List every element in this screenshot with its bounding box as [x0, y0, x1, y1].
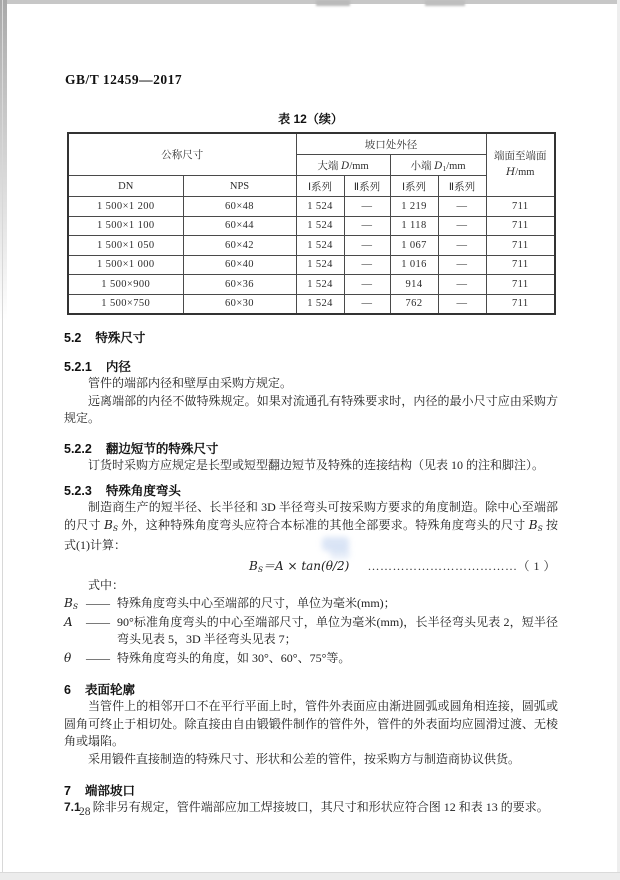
face-to-face-label: 端面至端面	[494, 151, 547, 163]
definition-dash: ——	[86, 614, 110, 629]
scan-edge-patch	[425, 0, 465, 6]
cell-d1-s2: —	[438, 216, 486, 236]
cell-d1-s2: —	[438, 236, 486, 256]
cell-d1-s1: 1 118	[390, 216, 438, 236]
section-number: 7	[64, 784, 71, 798]
section-title: 内径	[105, 360, 131, 374]
definition-text: 90°标准角度弯头的中心至端部尺寸，单位为毫米(mm)，长半径弯头见表 2，短半径弯头见表 5，3D 半径弯头见表 7；	[117, 614, 558, 646]
paragraph-text: 按式(1)计算：	[64, 517, 559, 552]
equation-1	[64, 558, 558, 577]
equation-no: （ 1 ）	[517, 558, 556, 573]
definition-symbol: $B_S$	[64, 596, 78, 611]
cell-d1-s1: 1 067	[390, 236, 438, 256]
cell-d-s1: 1 524	[296, 216, 344, 236]
cell-d-s1: 1 524	[296, 255, 344, 275]
cell-d1-s2: —	[438, 197, 486, 217]
cell-d-s1: 1 524	[296, 294, 344, 314]
variable-bs-sub: S	[112, 523, 118, 533]
paragraph: 管件的端部内径和壁厚由采购方规定。	[88, 376, 293, 390]
paragraph-text: 制造商生产的短半径、长半径和 3D 半径弯头可按采购方要求的角度制造。除中心至端部的尺寸	[64, 500, 558, 532]
face-unit: /mm	[515, 167, 535, 178]
cell-d-s2: —	[344, 255, 390, 275]
col-nps: NPS	[183, 176, 296, 197]
section-number: 6	[64, 683, 71, 697]
section-title: 表面轮廓	[84, 683, 135, 697]
cell-d-s2: —	[344, 275, 390, 295]
where-label: 式中：	[88, 577, 125, 592]
cell-d-s2: —	[344, 216, 390, 236]
small-end-var: D	[434, 159, 443, 172]
cell-d-s2: —	[344, 294, 390, 314]
cell-nps: 60×40	[183, 255, 296, 275]
cell-h: 711	[486, 255, 555, 275]
table-row	[68, 275, 555, 295]
cell-d-s2: —	[344, 236, 390, 256]
cell-dn: 1 500×1 000	[68, 255, 183, 275]
scan-edge-top	[0, 0, 620, 4]
cell-dn: 1 500×1 200	[68, 197, 183, 217]
definition-symbol: A	[64, 614, 73, 629]
definition-item	[64, 595, 558, 613]
big-end-unit: /mm	[349, 160, 369, 172]
big-end-var: D	[340, 159, 350, 172]
cell-nps: 60×44	[183, 216, 296, 236]
variable-bs: B	[104, 517, 113, 532]
equation-number	[367, 558, 556, 576]
clause-text: 除非另有规定，管件端部应加工焊接坡口，其尺寸和形状应符合图 12 和表 13 的要求。	[92, 800, 549, 814]
section-heading-5-2-1	[64, 359, 558, 375]
big-end-label: 大端	[317, 160, 341, 172]
face-var: H	[506, 166, 516, 178]
cell-h: 711	[486, 216, 555, 236]
col-big-end	[296, 155, 390, 176]
variable-bs: B	[528, 517, 538, 532]
cell-nps: 60×36	[183, 275, 296, 295]
col-dn: DN	[68, 176, 183, 197]
col-nominal-size: 公称尺寸	[68, 133, 296, 176]
cell-dn: 1 500×900	[68, 275, 183, 295]
cell-h: 711	[486, 236, 555, 256]
cell-d-s1: 1 524	[296, 236, 344, 256]
cell-d1-s2: —	[438, 275, 486, 295]
section-title: 端部坡口	[84, 784, 135, 798]
dimension-table	[67, 132, 556, 315]
cell-h: 711	[486, 294, 555, 314]
section-number: 5.2.1	[64, 360, 92, 374]
cell-dn: 1 500×1 100	[68, 216, 183, 236]
section-heading-5-2	[64, 330, 558, 346]
definition-dash: ——	[86, 650, 110, 665]
col-series2-big: Ⅱ系列	[344, 176, 390, 197]
cell-h: 711	[486, 197, 555, 217]
cell-d1-s1: 762	[390, 294, 438, 314]
table-row	[68, 255, 555, 275]
section-title: 翻边短节的特殊尺寸	[105, 441, 219, 456]
section-heading-6	[64, 682, 558, 698]
section-heading-5-2-2	[64, 441, 558, 457]
definition-text: 特殊角度弯头中心至端部的尺寸，单位为毫米(mm)；	[117, 596, 396, 610]
table-row	[68, 216, 555, 236]
table-row	[68, 294, 555, 314]
small-end-label: 小端	[410, 160, 435, 172]
section-number: 5.2	[64, 331, 82, 345]
definition-text: 特殊角度弯头的角度，如 30°、60°、75°等。	[117, 650, 351, 665]
col-face-to-face	[486, 133, 555, 197]
definition-symbol: θ	[64, 650, 72, 665]
page-number: 28	[79, 806, 91, 818]
col-series1-big: Ⅰ系列	[296, 176, 344, 197]
table-row	[68, 236, 555, 256]
cell-d-s1: 1 524	[296, 197, 344, 217]
clause-number: 7.1	[64, 800, 81, 814]
section-number: 5.2.3	[64, 484, 92, 498]
section-title: 特殊角度弯头	[105, 484, 181, 498]
section-heading-7	[64, 783, 558, 799]
equation-rhs: ＝A × tan(θ/2)	[262, 558, 350, 573]
equation-lhs-sub: S	[257, 564, 263, 574]
cell-d1-s1: 914	[390, 275, 438, 295]
cell-d1-s1: 1 219	[390, 197, 438, 217]
paragraph: 采用锻件直接制造的特殊尺寸、形状和公差的管件，按采购方与制造商协议供货。	[88, 751, 521, 766]
document-body	[64, 330, 558, 817]
section-heading-5-2-3	[64, 483, 558, 499]
cell-dn: 1 500×750	[68, 294, 183, 314]
scan-edge-bottom	[0, 872, 620, 880]
table-header-row-3	[68, 176, 555, 197]
col-small-end	[390, 155, 486, 176]
equation-dots: ………………………………	[367, 558, 518, 573]
doc-code: GB/T 12459—2017	[65, 72, 183, 87]
paragraph: 当管件上的相邻开口不在平行平面上时，管件外表面应由渐进圆弧或圆角相连接，圆弧或圆角可终止于相切处。除直接由自由锻锻件制作的管件外，管件的外表面均应圆滑过渡、无棱角或塌陷。	[64, 699, 558, 748]
definition-item	[64, 650, 558, 668]
table-row	[68, 197, 555, 217]
cell-dn: 1 500×1 050	[68, 236, 183, 256]
section-number: 5.2.2	[64, 441, 92, 456]
cell-d-s2: —	[344, 197, 390, 217]
cell-d1-s1: 1 016	[390, 255, 438, 275]
small-end-unit: /mm	[446, 160, 466, 172]
cell-nps: 60×42	[183, 236, 296, 256]
col-bevel-od: 坡口处外径	[296, 133, 486, 155]
table-header-row-1	[68, 133, 555, 155]
equation-lhs: B	[249, 558, 258, 573]
definition-dash: ——	[86, 596, 110, 610]
cell-d-s1: 1 524	[296, 275, 344, 295]
cell-d1-s2: —	[438, 294, 486, 314]
paragraph-text: 外，这种特殊角度弯头应符合本标准的其他全部要求。特殊角度弯头的尺寸	[121, 517, 526, 532]
cell-d1-s2: —	[438, 255, 486, 275]
paragraph-7-1	[64, 799, 558, 817]
paragraph: 远离端部的内径不做特殊规定。如果对流通孔有特殊要求时，内径的最小尺寸应由采购方规定。	[64, 393, 558, 425]
col-series2-small: Ⅱ系列	[438, 176, 486, 197]
cell-nps: 60×48	[183, 197, 296, 217]
variable-bs-sub: S	[537, 523, 543, 533]
scan-edge-patch	[316, 0, 350, 6]
scan-edge-left-line	[2, 0, 3, 880]
definition-item	[64, 614, 558, 649]
col-series1-small: Ⅰ系列	[390, 176, 438, 197]
section-title: 特殊尺寸	[95, 331, 146, 345]
table-caption: 表 12（续）	[278, 112, 343, 126]
paragraph: 订货时采购方应规定是长型或短型翻边短节及特殊的连接结构（见表 10 的注和脚注）。	[88, 457, 545, 472]
cell-nps: 60×30	[183, 294, 296, 314]
small-end-sub: 1	[442, 163, 447, 173]
equation-expression	[249, 558, 349, 579]
cell-h: 711	[486, 275, 555, 295]
paragraph	[64, 499, 558, 555]
